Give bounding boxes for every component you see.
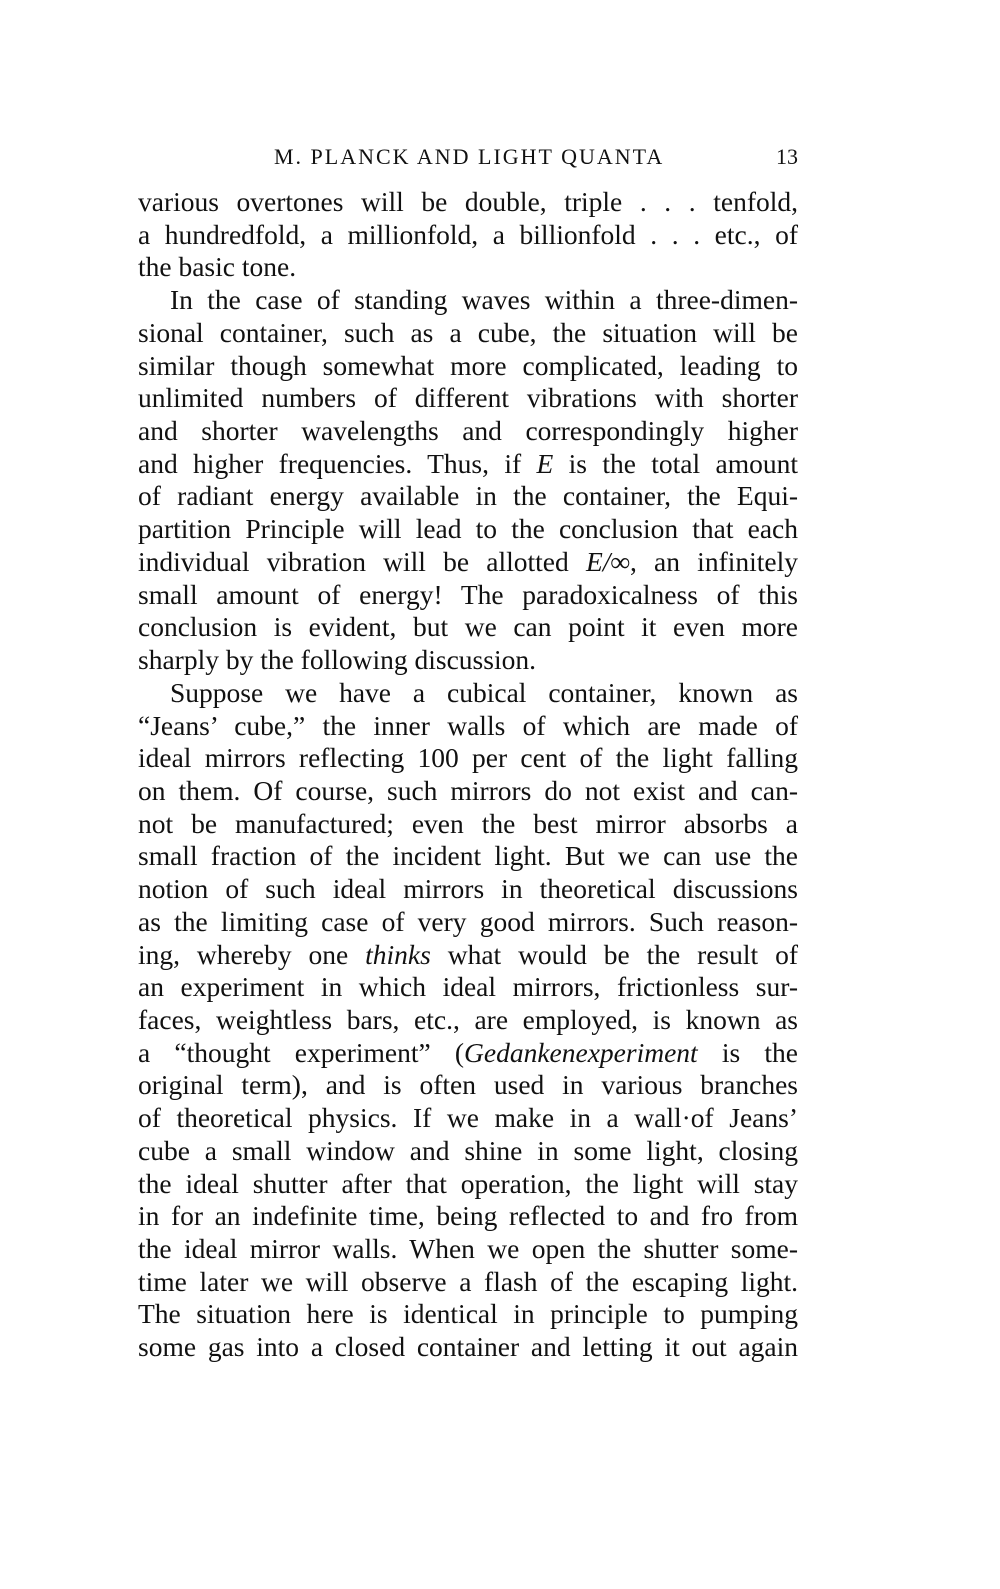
text-line: Suppose we have a cubical container, known as bbox=[170, 676, 798, 708]
text-line: In the case of standing waves within a three-dimen- bbox=[170, 284, 798, 316]
text-line: The situation here is identical in principle to pumping bbox=[138, 1298, 798, 1330]
running-title: M. PLANCK AND LIGHT QUANTA bbox=[274, 144, 665, 169]
text-run: is the total amount bbox=[553, 447, 798, 479]
text-run: individual vibration will be allotted bbox=[138, 545, 586, 577]
text-line bbox=[138, 939, 798, 972]
text-run: ing, whereby one bbox=[138, 938, 366, 970]
text-line: a hundredfold, a millionfold, a billionfold . . . etc., of bbox=[138, 218, 798, 250]
text-line: time later we will observe a flash of the escaping light. bbox=[138, 1265, 798, 1297]
italic-formula: E/∞ bbox=[585, 545, 630, 577]
text-line: the basic tone. bbox=[138, 251, 297, 283]
text-line: various overtones will be double, triple . . . tenfold, bbox=[138, 186, 798, 217]
italic-variable: E bbox=[536, 447, 554, 479]
text-line: “Jeans’ cube,” the inner walls of which are made of bbox=[138, 709, 798, 741]
text-line: an experiment in which ideal mirrors, frictionless sur- bbox=[138, 971, 798, 1003]
text-run: and higher frequencies. Thus, if bbox=[138, 447, 537, 479]
text-line: sharply by the following discussion. bbox=[138, 644, 536, 676]
text-line: notion of such ideal mirrors in theoretical discussions bbox=[138, 873, 798, 905]
text-line: conclusion is evident, but we can point it even more bbox=[138, 611, 798, 643]
text-line: partition Principle will lead to the conclusion that each bbox=[138, 513, 798, 545]
text-line: unlimited numbers of different vibrations with shorter bbox=[138, 382, 798, 414]
text-line: some gas into a closed container and letting it out again bbox=[138, 1331, 798, 1363]
text-run: a “thought experiment” ( bbox=[138, 1036, 465, 1068]
text-line: on them. Of course, such mirrors do not exist and can- bbox=[138, 774, 798, 806]
text-line bbox=[138, 546, 798, 579]
text-line: and shorter wavelengths and correspondingly higher bbox=[138, 415, 798, 447]
text-line: faces, weightless bars, etc., are employed, is known as bbox=[138, 1003, 798, 1035]
text-line bbox=[138, 1037, 798, 1070]
page-number: 13 bbox=[776, 144, 798, 169]
text-run: is the bbox=[697, 1036, 798, 1068]
text-line: in for an indefinite time, being reflected to and fro from bbox=[138, 1200, 798, 1232]
text-line: of radiant energy available in the container, the Equi- bbox=[138, 480, 798, 512]
text-line bbox=[138, 448, 798, 481]
italic-emphasis: thinks bbox=[365, 938, 431, 970]
text-line: of theoretical physics. If we make in a wall·of Jeans’ bbox=[138, 1102, 798, 1134]
text-line: cube a small window and shine in some light, closing bbox=[138, 1134, 798, 1166]
text-run: what would be the result of bbox=[430, 938, 798, 970]
text-line: similar though somewhat more complicated, leading to bbox=[138, 349, 798, 381]
text-line: small amount of energy! The paradoxicalness of this bbox=[138, 578, 798, 610]
text-line: as the limiting case of very good mirrors. Such reason- bbox=[138, 905, 798, 937]
text-line: the ideal mirror walls. When we open the shutter some- bbox=[138, 1233, 798, 1264]
text-line: ideal mirrors reflecting 100 per cent of the light falling bbox=[138, 742, 798, 774]
italic-term: Gedankenexperiment bbox=[464, 1036, 698, 1068]
body-text bbox=[138, 186, 798, 1364]
page-header bbox=[138, 144, 798, 174]
text-line: original term), and is often used in various branches bbox=[138, 1069, 798, 1101]
text-run: , an infinitely bbox=[629, 545, 798, 577]
text-line: sional container, such as a cube, the situation will be bbox=[138, 316, 798, 348]
text-line: small fraction of the incident light. But we can use the bbox=[138, 840, 798, 872]
text-line: not be manufactured; even the best mirror absorbs a bbox=[138, 807, 798, 839]
text-line: the ideal shutter after that operation, the light will stay bbox=[138, 1167, 798, 1199]
